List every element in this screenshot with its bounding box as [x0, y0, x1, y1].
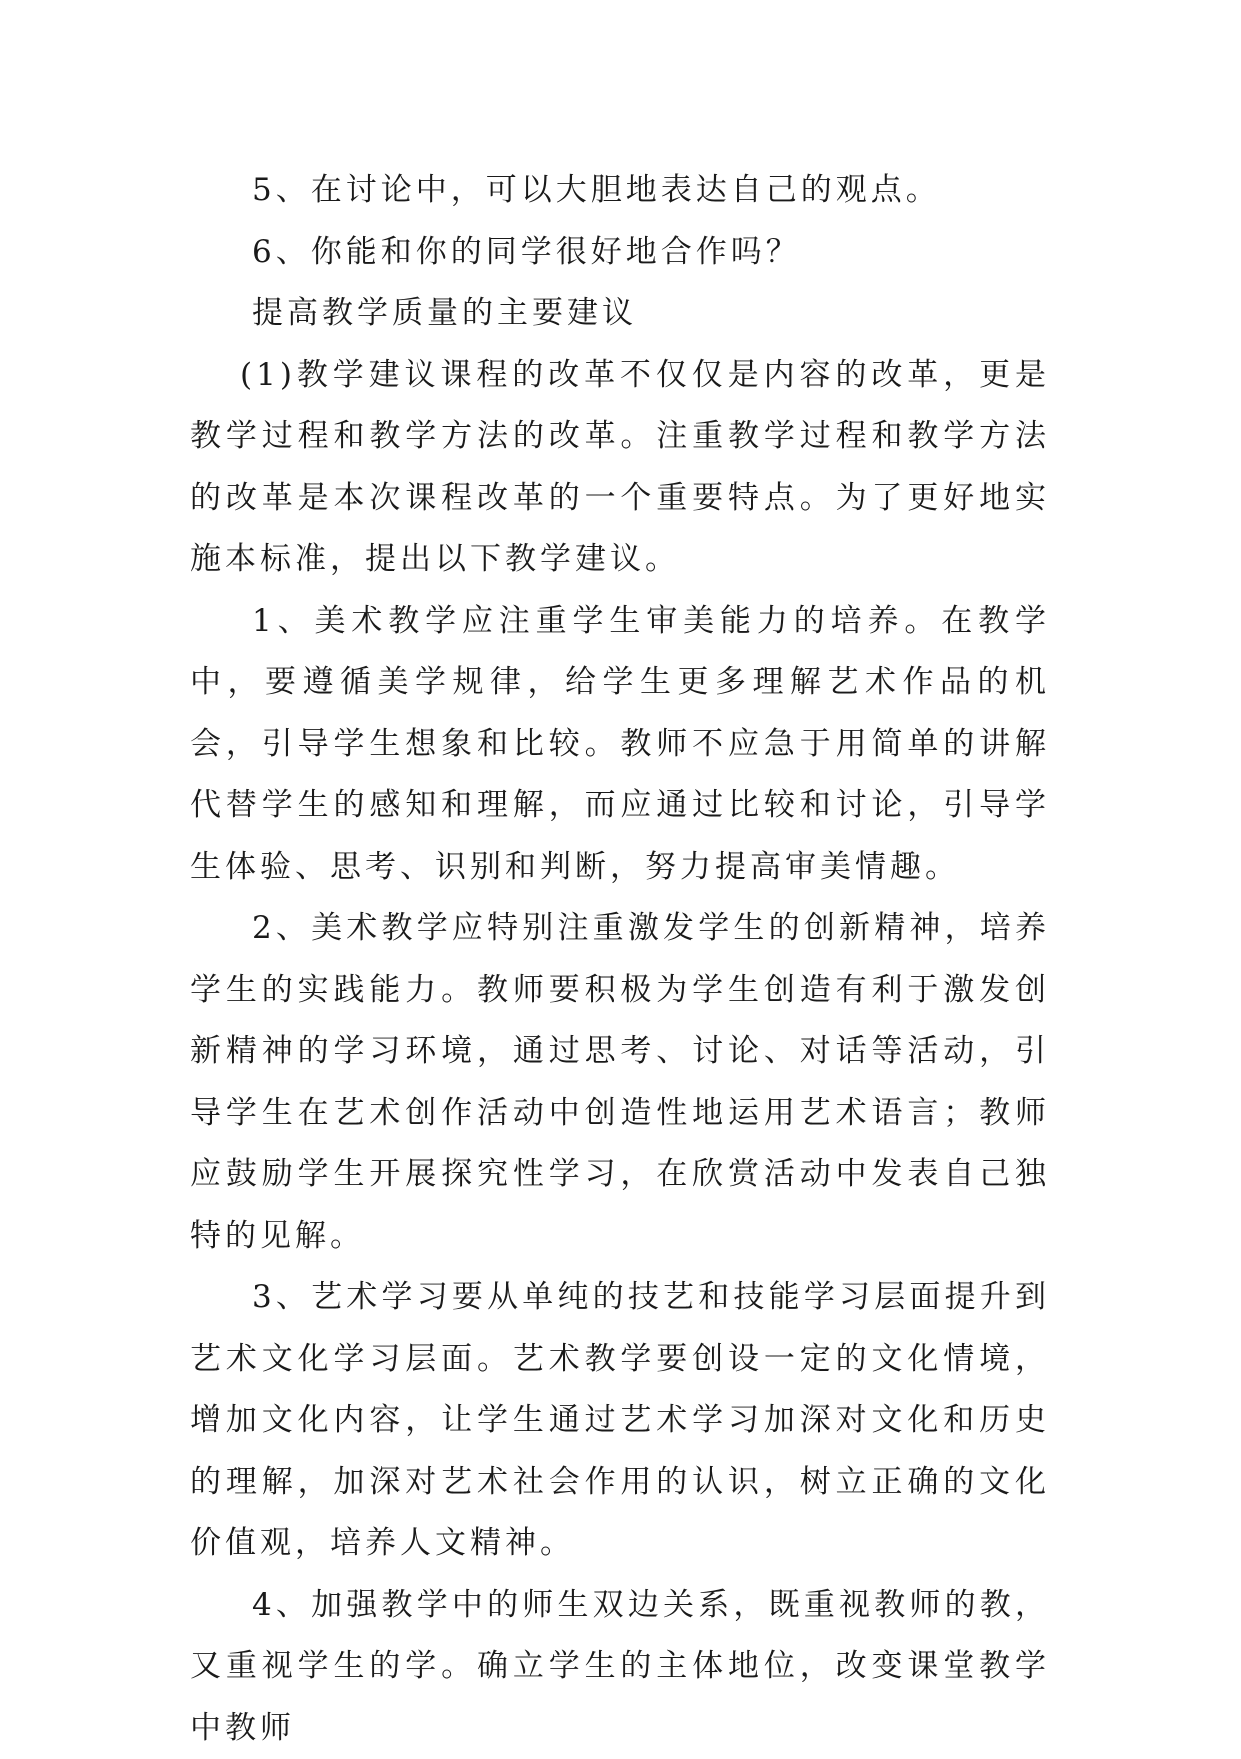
suggestion-4: 4、加强教学中的师生双边关系，既重视教师的教，又重视学生的学。确立学生的主体地位，改变课堂教学中教师: [190, 1575, 1050, 1759]
list-item-5: 5、在讨论中，可以大胆地表达自己的观点。: [190, 160, 1050, 222]
suggestion-2: 2、美术教学应特别注重激发学生的创新精神，培养学生的实践能力。教师要积极为学生创造有利于激发创新精神的学习环境，通过思考、讨论、对话等活动，引导学生在艺术创作活动中创造性地运用艺术语言；教师应鼓励学生开展探究性学习，在欣赏活动中发表自己独特的见解。: [190, 898, 1050, 1267]
suggestion-1: 1、美术教学应注重学生审美能力的培养。在教学中，要遵循美学规律，给学生更多理解艺术作品的机会，引导学生想象和比较。教师不应急于用简单的讲解代替学生的感知和理解，而应通过比较和讨论，引导学生体验、思考、识别和判断，努力提高审美情趣。: [190, 591, 1050, 899]
list-item-6: 6、你能和你的同学很好地合作吗？: [190, 222, 1050, 284]
paragraph-teaching-suggestions: (1)教学建议课程的改革不仅仅是内容的改革，更是教学过程和教学方法的改革。注重教学过程和教学方法的改革是本次课程改革的一个重要特点。为了更好地实施本标准，提出以下教学建议。: [190, 345, 1050, 591]
document-body: [190, 160, 1050, 1759]
suggestion-3: 3、艺术学习要从单纯的技艺和技能学习层面提升到艺术文化学习层面。艺术教学要创设一定的文化情境，增加文化内容，让学生通过艺术学习加深对文化和历史的理解，加深对艺术社会作用的认识，树立正确的文化价值观，培养人文精神。: [190, 1267, 1050, 1575]
section-heading: 提高教学质量的主要建议: [190, 283, 1050, 345]
